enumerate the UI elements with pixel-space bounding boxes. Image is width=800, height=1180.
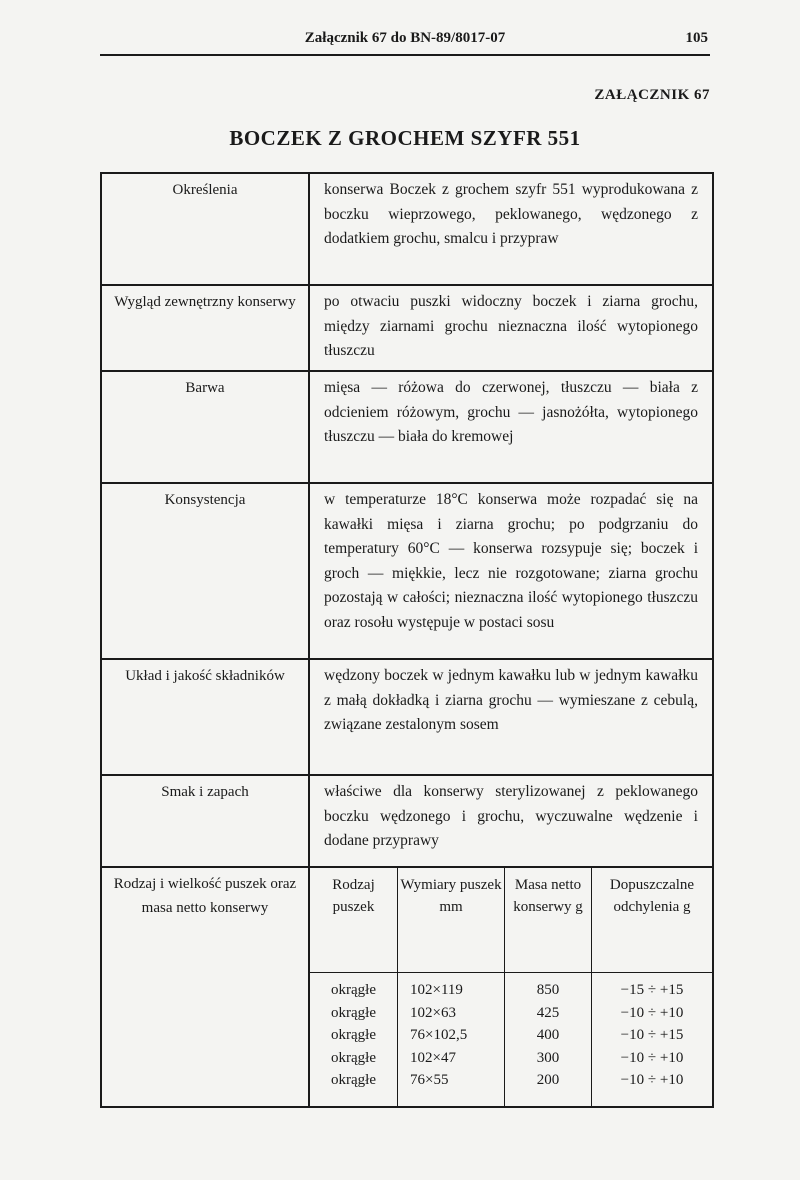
cell-dimensions: 76×55 (410, 1072, 449, 1088)
cell-mass: 200 (536, 1072, 560, 1088)
annex-label: ZAŁĄCZNIK 67 (594, 87, 710, 103)
table-row (102, 372, 712, 484)
page-number: 105 (685, 30, 708, 46)
table-row (102, 660, 712, 776)
col-mass (505, 973, 592, 1106)
col-tolerance (592, 973, 712, 1106)
row-label: Barwa (102, 372, 310, 482)
table-row (102, 484, 712, 660)
table-row (102, 174, 712, 286)
row-label: Układ i jakość składników (102, 660, 310, 774)
row-label: Określenia (102, 174, 310, 284)
col-type (310, 973, 398, 1106)
cell-mass: 400 (536, 1027, 560, 1043)
cell-type: okrągłe (331, 1049, 376, 1066)
specification-table (100, 172, 714, 1108)
running-title: Załącznik 67 do BN-89/8017-07 (304, 30, 506, 46)
row-value: mięsa — różowa do czerwonej, tłuszczu — biała z odcieniem różowym, grochu — jasnożółta, wytopionego tłuszczu — biała do kremowej (324, 379, 698, 445)
col-header-tolerance: Dopuszczalne odchylenia g (609, 877, 695, 915)
cell-type: okrągłe (331, 1027, 376, 1043)
cell-dimensions: 76×102,5 (410, 1027, 468, 1043)
page-header (100, 28, 710, 56)
cell-mass: 425 (536, 1004, 560, 1021)
row-label: Smak i zapach (102, 776, 310, 866)
col-dimensions (398, 973, 505, 1106)
row-value: po otwaciu puszki widoczny boczek i ziarna grochu, między ziarnami grochu nieznaczna ilość wytopionego tłuszczu (324, 293, 698, 359)
table-row (102, 286, 712, 372)
row-value: wędzony boczek w jednym kawałku lub w jednym kawałku z małą dokładką i ziarna grochu — wymieszane z cebulą, związane zestalonym sosem (324, 667, 698, 733)
cell-dimensions: 102×63 (410, 1004, 456, 1021)
cell-mass: 300 (536, 1049, 560, 1066)
cell-type: okrągłe (331, 1004, 376, 1021)
row-value: właściwe dla konserwy sterylizowanej z peklowanego boczku wędzonego i grochu, wyczuwalne wędzenie i dodane przyprawy (324, 783, 698, 849)
row-value: w temperaturze 18°C konserwa może rozpadać się na kawałki mięsa i ziarna grochu; po podgrzaniu do temperatury 60°C — konserwa rozsypuje się; boczek i groch — miękkie, lecz nie rozgotowane; ziarna grochu pozostają w całości; nieznaczna ilość wytopionego tłuszczu oraz rosołu występuje w postaci sosu (324, 491, 698, 631)
cell-mass: 850 (536, 982, 560, 998)
row-label: Wygląd zewnętrzny konserwy (102, 286, 310, 370)
table-row (102, 776, 712, 868)
col-header-type: Rodzaj puszek (310, 868, 398, 972)
cell-type: okrągłe (331, 1072, 376, 1088)
cell-tolerance: −10 ÷ +10 (620, 1072, 684, 1088)
document-title: BOCZEK Z GROCHEM SZYFR 551 (229, 126, 581, 150)
cell-tolerance: −10 ÷ +15 (620, 1027, 684, 1043)
row-label: Konsystencja (102, 484, 310, 658)
cans-body (310, 973, 712, 1106)
cans-header-row (310, 868, 712, 973)
cell-tolerance: −15 ÷ +15 (620, 982, 684, 998)
row-value: konserwa Boczek z grochem szyfr 551 wyprodukowana z boczku wieprzowego, peklowanego, wędzonego z dodatkiem grochu, smalcu i przypraw (324, 181, 698, 247)
cell-dimensions: 102×47 (410, 1049, 456, 1066)
cans-subtable (310, 868, 712, 1106)
cans-row (102, 868, 712, 1108)
cell-tolerance: −10 ÷ +10 (620, 1004, 684, 1021)
row-label: Rodzaj i wielkość puszek oraz masa netto konserwy (102, 868, 310, 1106)
col-header-mass: Masa netto konserwy g (505, 868, 592, 972)
cell-tolerance: −10 ÷ +10 (620, 1049, 684, 1066)
col-header-dimensions: Wymiary puszek mm (398, 868, 505, 972)
cell-type: okrągłe (331, 982, 376, 998)
cell-dimensions: 102×119 (410, 982, 463, 998)
